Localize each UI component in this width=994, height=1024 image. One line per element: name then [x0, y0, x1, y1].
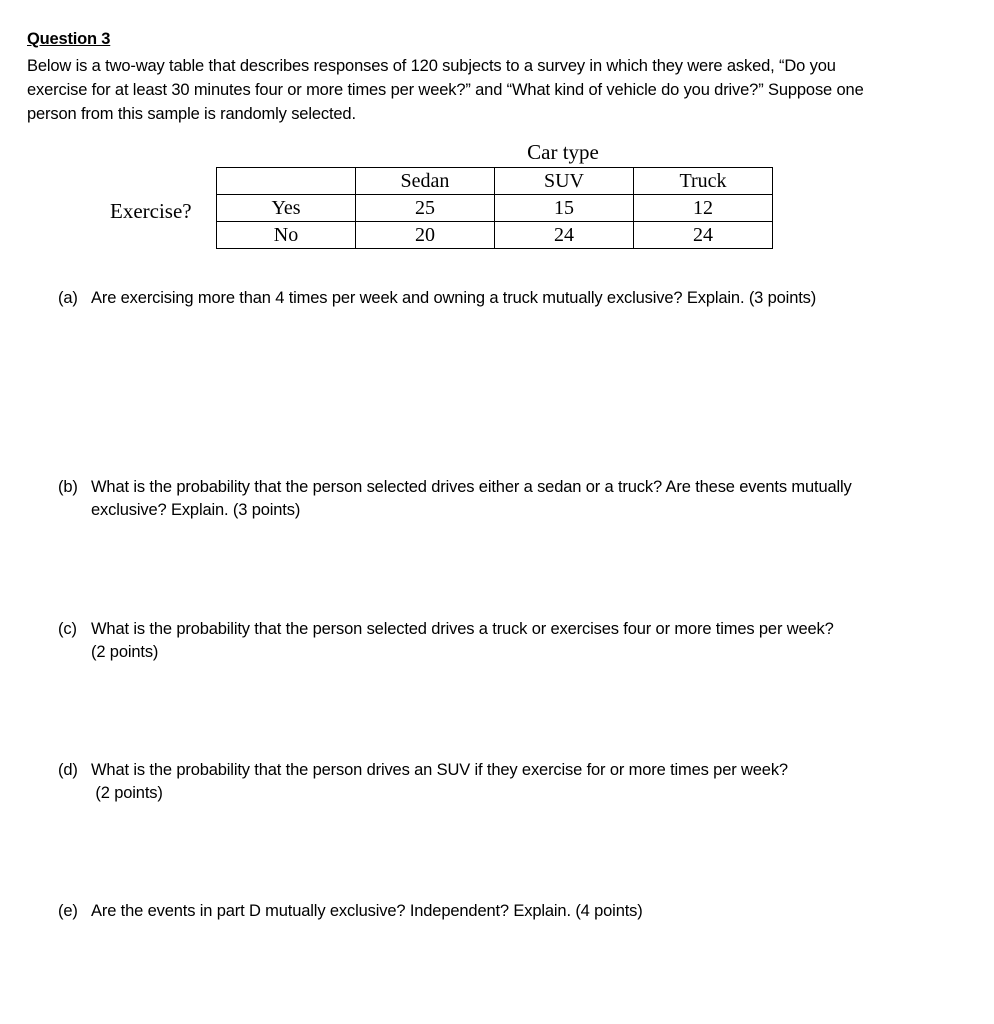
column-header-sedan: Sedan [356, 168, 495, 195]
question-title: Question 3 [27, 30, 111, 48]
part-text: (2 points) [91, 643, 159, 661]
part-label: (b) [58, 478, 78, 496]
part-text: Are the events in part D mutually exclusive? Independent? Explain. (4 points) [91, 902, 643, 920]
part-text: (2 points) [91, 784, 163, 802]
column-header-truck: Truck [634, 168, 773, 195]
row-header-no: No [217, 222, 356, 249]
part-e [58, 900, 958, 923]
column-group-label: Car type [527, 140, 599, 164]
table-cell: 25 [356, 195, 495, 222]
intro-line: exercise for at least 30 minutes four or more times per week?” and “What kind of vehicle do you drive?” Suppose one [27, 81, 864, 99]
table-cell: 12 [634, 195, 773, 222]
table-cell: 20 [356, 222, 495, 249]
row-header-yes: Yes [217, 195, 356, 222]
table-cell: 24 [495, 222, 634, 249]
table-row [217, 195, 773, 222]
table-cell: 24 [634, 222, 773, 249]
part-d [58, 759, 958, 805]
table-corner-cell [217, 168, 356, 195]
part-text: Are exercising more than 4 times per week and owning a truck mutually exclusive? Explain. (3 points) [91, 289, 817, 307]
part-label: (c) [58, 620, 77, 638]
question-intro [27, 54, 962, 126]
row-group-label: Exercise? [110, 199, 192, 223]
part-a [58, 287, 958, 310]
table-cell: 15 [495, 195, 634, 222]
table-header-row [217, 168, 773, 195]
intro-line: Below is a two-way table that describes responses of 120 subjects to a survey in which they were asked, “Do you [27, 57, 836, 75]
part-label: (d) [58, 761, 78, 779]
part-label: (e) [58, 902, 78, 920]
part-text: What is the probability that the person selected drives a truck or exercises four or more times per week? [91, 620, 834, 638]
part-label: (a) [58, 289, 78, 307]
intro-line: person from this sample is randomly selected. [27, 105, 356, 123]
part-c [58, 618, 958, 664]
two-way-table [216, 167, 773, 249]
table-row [217, 222, 773, 249]
part-b [58, 476, 958, 522]
column-header-suv: SUV [495, 168, 634, 195]
part-text: exclusive? Explain. (3 points) [91, 501, 301, 519]
part-text: What is the probability that the person selected drives either a sedan or a truck? Are these events mutually [91, 478, 852, 496]
part-text: What is the probability that the person drives an SUV if they exercise for or more times per week? [91, 761, 788, 779]
